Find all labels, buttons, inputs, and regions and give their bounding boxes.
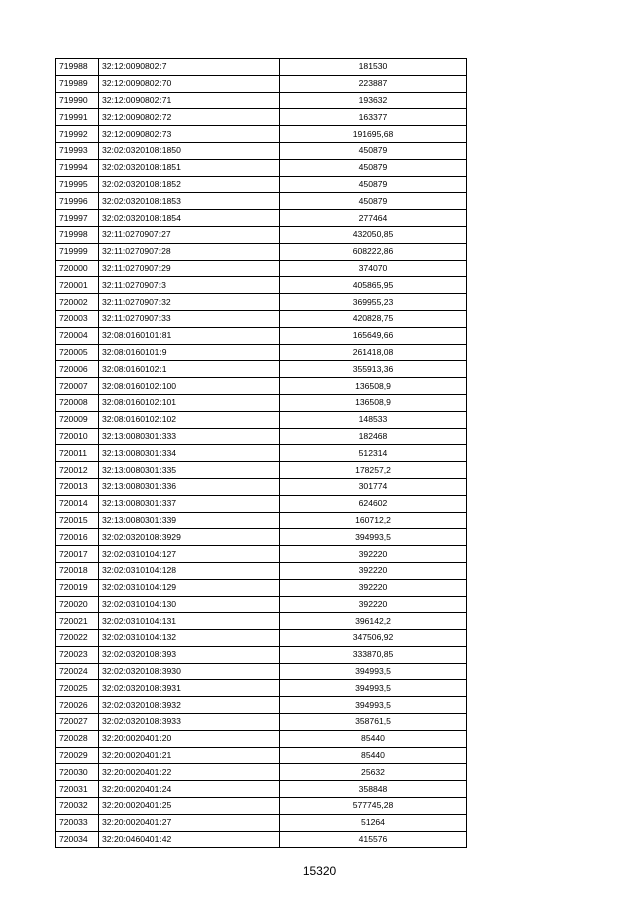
cadastral-value-cell: 191695,68	[280, 126, 467, 143]
table-row	[56, 546, 467, 563]
cadastral-value-cell: 277464	[280, 210, 467, 227]
cadastral-number-cell: 32:02:0310104:127	[99, 546, 280, 563]
cadastral-value-cell: 394993,5	[280, 529, 467, 546]
cadastral-value-cell: 358848	[280, 781, 467, 798]
cadastral-value-cell: 136508,9	[280, 378, 467, 395]
table-row	[56, 747, 467, 764]
table-row	[56, 680, 467, 697]
table-row	[56, 478, 467, 495]
table-row	[56, 378, 467, 395]
row-number-cell: 719998	[56, 226, 99, 243]
table-row	[56, 613, 467, 630]
cadastral-value-cell: 136508,9	[280, 394, 467, 411]
cadastral-value-cell: 193632	[280, 92, 467, 109]
table-row	[56, 730, 467, 747]
cadastral-number-cell: 32:11:0270907:28	[99, 243, 280, 260]
row-number-cell: 720019	[56, 579, 99, 596]
cadastral-value-cell: 392220	[280, 546, 467, 563]
cadastral-value-cell: 394993,5	[280, 697, 467, 714]
cadastral-number-cell: 32:12:0090802:73	[99, 126, 280, 143]
row-number-cell: 719997	[56, 210, 99, 227]
row-number-cell: 719995	[56, 176, 99, 193]
cadastral-value-cell: 223887	[280, 75, 467, 92]
table-row	[56, 210, 467, 227]
cadastral-number-cell: 32:13:0080301:337	[99, 495, 280, 512]
cadastral-number-cell: 32:02:0320108:1851	[99, 159, 280, 176]
cadastral-number-cell: 32:08:0160102:100	[99, 378, 280, 395]
table-row	[56, 831, 467, 848]
table-row	[56, 92, 467, 109]
cadastral-number-cell: 32:12:0090802:71	[99, 92, 280, 109]
cadastral-number-cell: 32:20:0020401:21	[99, 747, 280, 764]
row-number-cell: 720004	[56, 327, 99, 344]
cadastral-value-cell: 85440	[280, 730, 467, 747]
table-row	[56, 781, 467, 798]
table-row	[56, 764, 467, 781]
row-number-cell: 720023	[56, 646, 99, 663]
table-row	[56, 462, 467, 479]
row-number-cell: 720012	[56, 462, 99, 479]
cadastral-value-cell: 394993,5	[280, 680, 467, 697]
cadastral-number-cell: 32:13:0080301:336	[99, 478, 280, 495]
cadastral-number-cell: 32:02:0320108:3930	[99, 663, 280, 680]
cadastral-value-cell: 624602	[280, 495, 467, 512]
cadastral-value-cell: 160712,2	[280, 512, 467, 529]
cadastral-value-cell: 369955,23	[280, 294, 467, 311]
cadastral-value-cell: 608222,86	[280, 243, 467, 260]
cadastral-number-cell: 32:20:0020401:27	[99, 814, 280, 831]
row-number-cell: 720032	[56, 798, 99, 815]
cadastral-number-cell: 32:08:0160102:101	[99, 394, 280, 411]
table-row	[56, 59, 467, 76]
cadastral-value-cell: 392220	[280, 596, 467, 613]
row-number-cell: 720007	[56, 378, 99, 395]
cadastral-number-cell: 32:13:0080301:339	[99, 512, 280, 529]
cadastral-value-cell: 165649,66	[280, 327, 467, 344]
cadastral-value-cell: 392220	[280, 562, 467, 579]
table-row	[56, 663, 467, 680]
table-row	[56, 697, 467, 714]
cadastral-number-cell: 32:13:0080301:333	[99, 428, 280, 445]
cadastral-number-cell: 32:20:0020401:24	[99, 781, 280, 798]
cadastral-number-cell: 32:08:0160101:81	[99, 327, 280, 344]
cadastral-value-cell: 450879	[280, 142, 467, 159]
cadastral-value-table	[55, 58, 467, 848]
cadastral-value-cell: 355913,36	[280, 361, 467, 378]
cadastral-value-cell: 181530	[280, 59, 467, 76]
cadastral-number-cell: 32:11:0270907:29	[99, 260, 280, 277]
table-row	[56, 411, 467, 428]
cadastral-value-cell: 51264	[280, 814, 467, 831]
row-number-cell: 720011	[56, 445, 99, 462]
table-row	[56, 529, 467, 546]
cadastral-value-cell: 178257,2	[280, 462, 467, 479]
cadastral-value-cell: 512314	[280, 445, 467, 462]
row-number-cell: 720013	[56, 478, 99, 495]
row-number-cell: 720018	[56, 562, 99, 579]
table-row	[56, 579, 467, 596]
cadastral-number-cell: 32:11:0270907:32	[99, 294, 280, 311]
row-number-cell: 719990	[56, 92, 99, 109]
cadastral-value-cell: 374070	[280, 260, 467, 277]
cadastral-number-cell: 32:20:0020401:25	[99, 798, 280, 815]
cadastral-number-cell: 32:20:0020401:20	[99, 730, 280, 747]
row-number-cell: 720005	[56, 344, 99, 361]
table-row	[56, 814, 467, 831]
row-number-cell: 719993	[56, 142, 99, 159]
row-number-cell: 720026	[56, 697, 99, 714]
table-row	[56, 159, 467, 176]
row-number-cell: 719988	[56, 59, 99, 76]
row-number-cell: 720010	[56, 428, 99, 445]
row-number-cell: 720031	[56, 781, 99, 798]
table-row	[56, 562, 467, 579]
cadastral-number-cell: 32:08:0160102:102	[99, 411, 280, 428]
row-number-cell: 720014	[56, 495, 99, 512]
cadastral-number-cell: 32:02:0320108:1850	[99, 142, 280, 159]
cadastral-number-cell: 32:02:0320108:3933	[99, 714, 280, 731]
table-body	[56, 59, 467, 848]
table-row	[56, 260, 467, 277]
row-number-cell: 720027	[56, 714, 99, 731]
row-number-cell: 720020	[56, 596, 99, 613]
row-number-cell: 720016	[56, 529, 99, 546]
table-row	[56, 394, 467, 411]
row-number-cell: 720030	[56, 764, 99, 781]
table-row	[56, 646, 467, 663]
table-row	[56, 126, 467, 143]
row-number-cell: 720017	[56, 546, 99, 563]
cadastral-number-cell: 32:12:0090802:7	[99, 59, 280, 76]
cadastral-number-cell: 32:13:0080301:334	[99, 445, 280, 462]
cadastral-value-cell: 396142,2	[280, 613, 467, 630]
table-row	[56, 798, 467, 815]
cadastral-value-cell: 301774	[280, 478, 467, 495]
table-row	[56, 361, 467, 378]
row-number-cell: 720001	[56, 277, 99, 294]
table-row	[56, 428, 467, 445]
cadastral-number-cell: 32:02:0320108:393	[99, 646, 280, 663]
table-row	[56, 109, 467, 126]
cadastral-number-cell: 32:02:0320108:3929	[99, 529, 280, 546]
table-row	[56, 176, 467, 193]
cadastral-value-cell: 85440	[280, 747, 467, 764]
cadastral-value-cell: 163377	[280, 109, 467, 126]
cadastral-number-cell: 32:02:0310104:129	[99, 579, 280, 596]
row-number-cell: 719989	[56, 75, 99, 92]
cadastral-value-cell: 450879	[280, 193, 467, 210]
cadastral-value-cell: 450879	[280, 176, 467, 193]
table-row	[56, 630, 467, 647]
cadastral-number-cell: 32:12:0090802:72	[99, 109, 280, 126]
cadastral-number-cell: 32:02:0320108:3932	[99, 697, 280, 714]
cadastral-value-cell: 405865,95	[280, 277, 467, 294]
cadastral-value-cell: 577745,28	[280, 798, 467, 815]
cadastral-number-cell: 32:02:0320108:1854	[99, 210, 280, 227]
cadastral-value-cell: 420828,75	[280, 310, 467, 327]
row-number-cell: 720029	[56, 747, 99, 764]
cadastral-value-cell: 333870,85	[280, 646, 467, 663]
row-number-cell: 720022	[56, 630, 99, 647]
cadastral-number-cell: 32:02:0320108:1852	[99, 176, 280, 193]
row-number-cell: 719996	[56, 193, 99, 210]
table-row	[56, 327, 467, 344]
cadastral-number-cell: 32:11:0270907:33	[99, 310, 280, 327]
cadastral-number-cell: 32:20:0460401:42	[99, 831, 280, 848]
cadastral-value-cell: 182468	[280, 428, 467, 445]
cadastral-value-cell: 358761,5	[280, 714, 467, 731]
table-row	[56, 596, 467, 613]
row-number-cell: 720015	[56, 512, 99, 529]
row-number-cell: 719992	[56, 126, 99, 143]
table-row	[56, 193, 467, 210]
cadastral-value-cell: 347506,92	[280, 630, 467, 647]
row-number-cell: 720033	[56, 814, 99, 831]
row-number-cell: 720009	[56, 411, 99, 428]
table-row	[56, 294, 467, 311]
cadastral-number-cell: 32:11:0270907:27	[99, 226, 280, 243]
table-row	[56, 310, 467, 327]
cadastral-value-cell: 450879	[280, 159, 467, 176]
table-row	[56, 512, 467, 529]
table-row	[56, 445, 467, 462]
cadastral-value-cell: 261418,08	[280, 344, 467, 361]
cadastral-number-cell: 32:08:0160101:9	[99, 344, 280, 361]
cadastral-value-cell: 148533	[280, 411, 467, 428]
table-row	[56, 495, 467, 512]
row-number-cell: 719991	[56, 109, 99, 126]
row-number-cell: 720006	[56, 361, 99, 378]
cadastral-number-cell: 32:20:0020401:22	[99, 764, 280, 781]
row-number-cell: 720008	[56, 394, 99, 411]
cadastral-number-cell: 32:02:0310104:131	[99, 613, 280, 630]
cadastral-value-cell: 415576	[280, 831, 467, 848]
cadastral-number-cell: 32:02:0310104:128	[99, 562, 280, 579]
row-number-cell: 720034	[56, 831, 99, 848]
table-row	[56, 277, 467, 294]
cadastral-value-cell: 25632	[280, 764, 467, 781]
table-row	[56, 344, 467, 361]
cadastral-value-cell: 392220	[280, 579, 467, 596]
row-number-cell: 720000	[56, 260, 99, 277]
table-row	[56, 75, 467, 92]
row-number-cell: 720003	[56, 310, 99, 327]
row-number-cell: 719999	[56, 243, 99, 260]
cadastral-number-cell: 32:02:0310104:130	[99, 596, 280, 613]
row-number-cell: 720025	[56, 680, 99, 697]
row-number-cell: 719994	[56, 159, 99, 176]
row-number-cell: 720021	[56, 613, 99, 630]
table-row	[56, 714, 467, 731]
row-number-cell: 720024	[56, 663, 99, 680]
cadastral-number-cell: 32:02:0320108:3931	[99, 680, 280, 697]
row-number-cell: 720002	[56, 294, 99, 311]
cadastral-number-cell: 32:11:0270907:3	[99, 277, 280, 294]
cadastral-value-cell: 432050,85	[280, 226, 467, 243]
cadastral-value-cell: 394993,5	[280, 663, 467, 680]
cadastral-number-cell: 32:08:0160102:1	[99, 361, 280, 378]
table-row	[56, 243, 467, 260]
table-row	[56, 226, 467, 243]
cadastral-number-cell: 32:02:0320108:1853	[99, 193, 280, 210]
cadastral-number-cell: 32:12:0090802:70	[99, 75, 280, 92]
cadastral-number-cell: 32:02:0310104:132	[99, 630, 280, 647]
row-number-cell: 720028	[56, 730, 99, 747]
page-number: 15320	[302, 864, 337, 878]
cadastral-number-cell: 32:13:0080301:335	[99, 462, 280, 479]
table-row	[56, 142, 467, 159]
